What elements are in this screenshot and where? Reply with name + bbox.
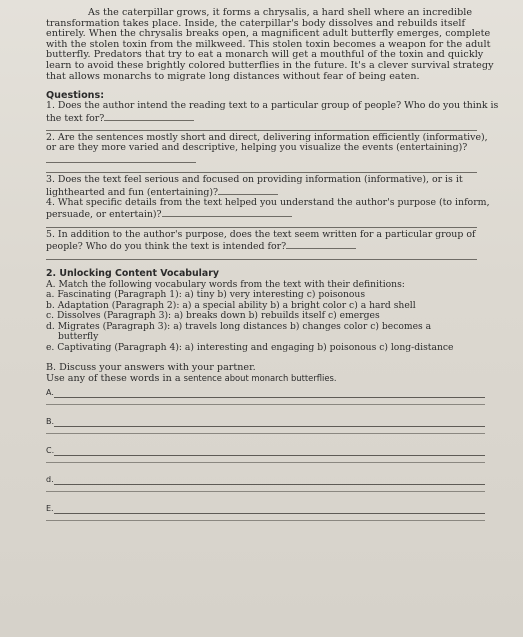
question-1-blank[interactable] <box>104 112 194 121</box>
answer-line-d[interactable] <box>54 476 485 485</box>
answer-row-c <box>46 434 485 456</box>
vocab-item-b: b. Adaptation (Paragraph 2): a) a special ability b) a bright color c) a hard shell <box>46 299 416 311</box>
question-4-blank[interactable] <box>162 208 292 217</box>
question-1-text: 1. Does the author intend the reading text to a particular group of people? Who do you think is the text for? <box>46 100 499 124</box>
answer-row-b <box>46 405 485 427</box>
question-5-text: 5. In addition to the author's purpose, does the text seem written for a particular group of people? Who do you think the text is intended for? <box>46 228 476 253</box>
answer-label-e: E. <box>46 503 54 513</box>
part-b-instruction <box>46 373 499 384</box>
answer-label-c: C. <box>46 445 55 455</box>
vocab-item-d-continued: butterfly <box>58 331 99 343</box>
vocab-item-d: d. Migrates (Paragraph 3): a) travels long distances b) changes color c) becomes a <box>46 320 432 332</box>
answer-line-a[interactable] <box>54 389 485 398</box>
answer-label-d: d. <box>46 474 54 484</box>
answer-line-d-extra[interactable] <box>46 485 485 492</box>
question-2-answer-line[interactable] <box>46 166 477 173</box>
answer-line-b[interactable] <box>54 418 485 427</box>
answer-line-c[interactable] <box>54 447 485 456</box>
question-3-text: 3. Does the text feel serious and focused on providing information (informative), or is it lighthearted and fun (entertaining)? <box>46 174 463 198</box>
vocab-item-a: a. Fascinating (Paragraph 1): a) tiny b) very interesting c) poisonous <box>46 289 366 301</box>
answer-label-b: B. <box>46 416 55 426</box>
vocab-item-c: c. Dissolves (Paragraph 3): a) breaks down b) rebuilds itself c) emerges <box>46 310 380 322</box>
question-4-answer-line[interactable] <box>46 221 477 228</box>
passage-paragraph: As the caterpillar grows, it forms a chrysalis, a hard shell where an incredible transformation takes place. Inside, the caterpillar's body dissolves and rebuilds itself entirely. When the chrysalis breaks open, a magnificent adult butterfly emerges, complete with the stolen toxin from the milkweed. This stolen toxin becomes a weapon for the adult butterfly. Predators that try to eat a monarch will get a mouthful of the toxin and quickly learn to avoid these brightly colored butterflies in the future. It's a clever survival strategy that allows monarchs to migrate long distances without fear of being eaten. <box>46 7 494 82</box>
question-3-blank[interactable] <box>218 186 278 195</box>
answer-row-d <box>46 463 485 485</box>
answer-row-a <box>46 384 485 398</box>
vocab-item-e: e. Captivating (Paragraph 4): a) interesting and engaging b) poisonous c) long-distance <box>46 342 454 353</box>
question-1-answer-line[interactable] <box>46 124 477 131</box>
question-5 <box>46 230 499 253</box>
question-5-answer-line[interactable] <box>46 253 477 260</box>
question-2-text: 2. Are the sentences mostly short and direct, delivering information efficiently (informative), or are they more varied and descriptive, helping you visualize the events (entertaining)? <box>46 131 488 154</box>
answer-line-a-extra[interactable] <box>46 398 485 405</box>
vocab-section-title: 2. Unlocking Content Vocabulary <box>46 267 219 279</box>
vocab-instruction: A. Match the following vocabulary words from the text with their definitions: <box>46 278 405 290</box>
questions-heading: Questions: <box>46 90 105 102</box>
answer-row-e <box>46 492 485 514</box>
part-b-instruction-main: Use any of these words in a <box>46 372 184 384</box>
question-3 <box>46 175 499 198</box>
question-2-blank[interactable] <box>46 154 196 163</box>
part-b-title: B. Discuss your answers with your partner. <box>46 361 256 373</box>
question-2 <box>46 133 499 166</box>
answer-label-a: A. <box>46 387 54 397</box>
question-4-text: 4. What specific details from the text helped you understand the author's purpose (to inform, persuade, or entertain)? <box>46 197 490 221</box>
question-5-blank[interactable] <box>286 240 356 249</box>
answer-line-e-extra[interactable] <box>46 514 485 521</box>
question-1 <box>46 101 499 124</box>
part-b-instruction-small: sentence about monarch butterflies. <box>183 372 337 383</box>
answer-line-b-extra[interactable] <box>46 427 485 434</box>
answer-line-c-extra[interactable] <box>46 456 485 463</box>
answer-line-e[interactable] <box>54 505 485 514</box>
question-4 <box>46 198 499 221</box>
